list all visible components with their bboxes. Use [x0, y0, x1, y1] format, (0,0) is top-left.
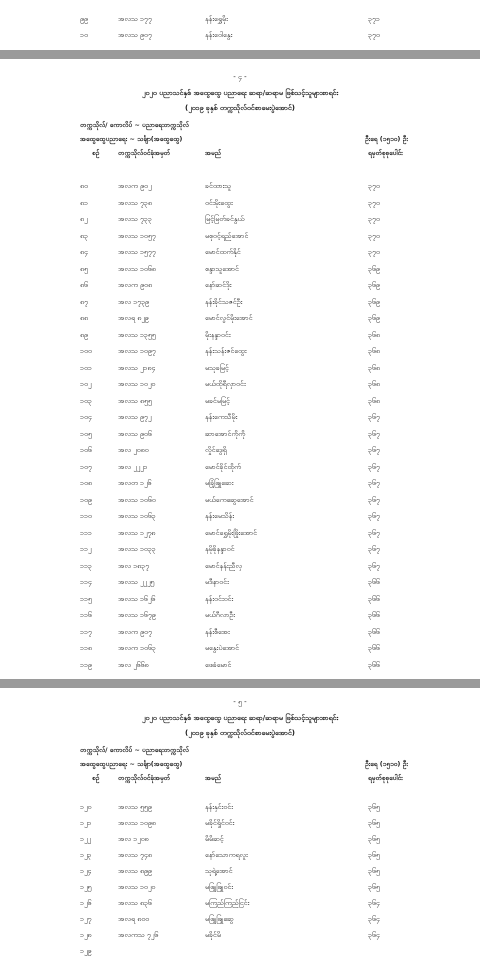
table-row [0, 394, 480, 408]
roll-number: အလသ ၂၂၂၅ [118, 578, 155, 586]
roll-number: အလသ ၅၅၉ [118, 803, 152, 811]
table-row [0, 0, 480, 10]
student-name: မသုခမြင့် [205, 363, 229, 372]
table-row [0, 229, 480, 243]
student-name: နန်းကေသီမိုး [205, 413, 238, 421]
document-page-1 [0, 0, 480, 50]
page-subtitle: (၂၀၁၉ ခုနှစ် တက္ကသိုလ်ဝင်စာမေးပွဲအောင်) [185, 104, 295, 112]
student-name: မယ်ကေဆွေအောင် [205, 495, 254, 504]
student-name: မောင်လွင်မိုးအောင် [205, 314, 253, 322]
col-header-no: စဉ် [92, 149, 100, 157]
total-score: ၃၆၇ [368, 446, 380, 454]
page-title: ၂၀၂၀ ပညာသင်နှစ် အထွေထွေ ပညာရေး ဆရာ/ဆရာမ ဖြစ်သင့်သူများစာရင်း [141, 89, 339, 97]
student-name: နန်းသန်းဇင်ထွေး [205, 347, 247, 355]
roll-number: အလသ ၈၅၅ [118, 396, 152, 405]
row-number: ၈၁ [80, 198, 88, 207]
total-score: ၃၆၉ [368, 314, 380, 322]
row-number: ၁၀၅ [80, 429, 92, 438]
row-number: ၁၀၁ [80, 363, 92, 372]
col-header-name: အမည် [205, 149, 221, 157]
document-page-3 [0, 688, 480, 960]
total-score: ၃၆၆ [368, 578, 380, 586]
table-row [0, 641, 480, 655]
row-number: ၁၂၈ [80, 931, 92, 939]
table-row [0, 443, 480, 457]
table-row [0, 542, 480, 556]
roll-number: အလသ ၁၀၃၃ [118, 545, 156, 553]
table-row [0, 212, 480, 226]
table-row [0, 896, 480, 910]
roll-number: အလသ ၁၀၆၀ [118, 495, 156, 504]
student-name: နန်းဝင်းဝင်း [205, 594, 234, 603]
student-name: မခိုင်မိ [205, 931, 221, 939]
page-number: - ၄ - [233, 73, 247, 81]
page-subtitle: (၂၀၁၉ ခုနှစ် တက္ကသိုလ်ဝင်စာမေးပွဲအောင်) [185, 729, 295, 737]
roll-number: အလ ၂၀၈၀ [118, 446, 149, 454]
student-name: မယ်ဂီလာဦး [205, 611, 235, 619]
roll-number: အလသ ၁၆၇၉ [118, 611, 156, 619]
roll-number: အလသ ၁၀၆၈ [118, 264, 156, 273]
roll-number: အလသ ၁၃၅၅ [118, 330, 156, 339]
student-name: မြင့်မြတ်ခင်နွယ် [205, 215, 245, 223]
table-row [0, 179, 480, 193]
col-header-score: ရမှတ်စုစုပေါင်း [368, 774, 403, 782]
table-row [0, 377, 480, 391]
roll-number: အလသ ၇၄၈ [118, 851, 152, 859]
student-name: သုရဲ့အောင် [205, 867, 233, 875]
row-number: ၈၄ [80, 248, 88, 256]
roll-number: အလသ ၁၆၂၆ [118, 594, 156, 603]
total-score: ၃၆၇ [368, 413, 380, 421]
table-row [0, 608, 480, 622]
total-score: ၃၆၈ [368, 380, 380, 388]
student-name: မနွေးပဲအောင် [205, 644, 240, 652]
row-number: ၈၉ [80, 330, 88, 339]
total-score: ၃၆၉ [368, 264, 380, 273]
total-score: ၃၆၄ [368, 899, 380, 907]
roll-number: အလတ ၁၂၆ [118, 479, 152, 487]
roll-number: အလသ ၁၀၉၈ [118, 819, 156, 827]
roll-number: အလက ၉၀၇ [118, 627, 152, 636]
total-score: ၃၆၇ [368, 495, 380, 504]
table-row [0, 575, 480, 589]
row-number: ၁၂၉ [80, 947, 92, 955]
total-score: ၃၆၈ [368, 330, 380, 339]
row-number: ၁၂၄ [80, 867, 92, 875]
student-name: မခြုံဖြူဆေး [205, 479, 234, 487]
student-name: နန်းရွှေမိုး [205, 15, 228, 23]
total-score: ၃၆၉ [368, 281, 380, 289]
table-row [0, 526, 480, 540]
roll-number: အလသ ၇၃၃ [118, 215, 152, 223]
student-name: မယ်ထိုရီလှာဝင်း [205, 380, 246, 388]
table-row [0, 848, 480, 862]
table-row [0, 28, 480, 42]
roll-number: အလသ ၁၇၇ [118, 15, 152, 23]
roll-number: အလသ ၁၀၂၀ [118, 380, 156, 388]
total-score: ၃၆၆ [368, 594, 380, 603]
total-score: ၃၇၀ [368, 231, 380, 240]
row-number: ၁၁၇ [80, 627, 92, 636]
table-row [0, 864, 480, 878]
table-row [0, 311, 480, 325]
table-row [0, 460, 480, 474]
table-row [0, 658, 480, 672]
student-name: ခင်ထားသူ [205, 182, 232, 190]
table-row [0, 361, 480, 375]
row-number: ၁၀၄ [80, 413, 92, 421]
roll-number: အလရ ၈၂၉ [118, 314, 149, 322]
quota-label: ဦးရေ (၁၅၁၀) ဦး [365, 135, 408, 143]
row-number: ၈၅ [80, 264, 88, 273]
roll-number: အလ ၁၂၀၈ [118, 835, 149, 843]
table-row [0, 245, 480, 259]
row-number: ၁၀၂ [80, 380, 92, 388]
total-score: ၃၆၇ [368, 545, 380, 553]
table-row [0, 509, 480, 523]
table-row [0, 493, 480, 507]
row-number: ၈၀ [80, 182, 88, 190]
table-row [0, 328, 480, 342]
student-name: မိမိဆင့် [205, 835, 224, 843]
university-label: တက္ကသိုလ်/ ကောလိပ် ~ ပညာရေးတက္ကသိုလ် [80, 121, 189, 129]
col-header-no: စဉ် [92, 774, 100, 782]
student-name: မောင်ထက်နိုင် [205, 248, 241, 256]
total-score: ၃၇၁ [368, 15, 380, 23]
row-number: ၁၂၅ [80, 883, 92, 891]
total-score: ၃၇၀ [368, 215, 380, 223]
row-number: ၁၁၉ [80, 660, 92, 669]
student-name: မခိုင်ရှိုင်ဝင်း [205, 819, 235, 827]
row-number: ၈၂ [80, 215, 88, 223]
student-name: မောင်ခိုင်ထိုက် [205, 462, 241, 471]
student-name: မိုးနန္ဒာဝင်း [205, 330, 231, 339]
total-score: ၃၆၄ [368, 931, 380, 939]
total-score: ၃၆၈ [368, 396, 380, 405]
student-name: နော်သောကရလူး [205, 851, 248, 859]
total-score: ၃၆၈ [368, 347, 380, 355]
total-score: ၃၆၉ [368, 297, 380, 306]
table-row [0, 295, 480, 309]
table-row [0, 832, 480, 846]
roll-number: အလသ ၁၅၇၇ [118, 248, 156, 256]
total-score: ၃၆၅ [368, 835, 380, 843]
roll-number: အလက ၉၀၂ [118, 182, 152, 190]
row-number: ၈၇ [80, 297, 88, 306]
table-row [0, 262, 480, 276]
row-number: ၁၁၁ [80, 528, 92, 537]
table-row [0, 800, 480, 814]
total-score: ၃၆၇ [368, 512, 380, 520]
table-row [0, 476, 480, 490]
total-score: ၃၇၀ [368, 198, 380, 207]
row-number: ၁၁၂ [80, 545, 92, 553]
roll-number: အလက ၉၀၈ [118, 281, 152, 289]
roll-number: အလသ ၉၀၆ [118, 429, 152, 438]
row-number: ၁၀၉ [80, 495, 92, 504]
row-number: ၁၀၆ [80, 446, 92, 454]
table-row [0, 196, 480, 210]
total-score: ၃၆၆ [368, 660, 380, 669]
col-header-name: အမည် [205, 774, 221, 782]
roll-number: အလသ ၁၀၂၀ [118, 883, 156, 891]
total-score: ၃၆၅ [368, 819, 380, 827]
row-number: ၁၂၂ [80, 835, 91, 843]
document-page-2 [0, 59, 480, 679]
table-row [0, 410, 480, 424]
student-name: မကြည်ကြည်ငြင်း [205, 899, 250, 907]
total-score: ၃၆၇ [368, 462, 380, 471]
page-title: ၂၀၂၀ ပညာသင်နှစ် အထွေထွေ ပညာရေး ဆရာ/ဆရာမ ဖြစ်သင့်သူများစာရင်း [141, 714, 339, 722]
table-row [0, 912, 480, 926]
total-score: ၃၇၀ [368, 31, 380, 39]
table-row [0, 880, 480, 894]
table-row [0, 625, 480, 639]
roll-number: အလသ ၈၉၉ [118, 867, 152, 875]
row-number: ၁၁၆ [80, 611, 92, 619]
student-name: မောင်ရွှေမိုးဖြိုးအောင် [205, 528, 257, 537]
student-name: နန်းဝေါနွေး [205, 31, 233, 39]
total-score: ၃၆၇ [368, 429, 380, 438]
total-score: ၃၆၅ [368, 803, 380, 811]
student-name: မဖြူဖြူဆွေ [205, 915, 234, 923]
student-name: ဝင်းမိုးထွေး [205, 198, 233, 207]
roll-number: အလက ၁၀၆၃ [118, 644, 156, 652]
subject-label: အထွေထွေပညာရေး ~ သင်္ချာ(အထွေထွေ) [80, 760, 183, 768]
roll-number: အလရ ၈၀၀ [118, 915, 150, 923]
total-score: ၃၆၅ [368, 867, 380, 875]
total-score: ၃၆၆ [368, 627, 380, 636]
row-number: ၁၀၈ [80, 479, 92, 487]
col-header-score: ရမှတ်စုစုပေါင်း [368, 149, 403, 157]
row-number: ၁၀၇ [80, 462, 92, 471]
row-number: ၁၂၁ [80, 819, 92, 827]
student-name: နော်ဆင်ဒိုး [205, 281, 232, 289]
roll-number: အလသ ၁၀၅၇ [118, 231, 156, 240]
total-score: ၃၆၇ [368, 528, 380, 537]
total-score: ၃၇၀ [368, 182, 380, 190]
university-label: တက္ကသိုလ်/ ကောလိပ် ~ ပညာရေးတက္ကသိုလ် [80, 746, 189, 754]
total-score: ၃၆၄ [368, 915, 380, 923]
table-row [0, 816, 480, 830]
student-name: မစုဝင့်ရည်အောင် [205, 231, 249, 240]
total-score: ၃၆၅ [368, 851, 380, 859]
student-name: နမိုခိုနန္ဒာဝင် [205, 545, 235, 553]
roll-number: အလသ ၈၃၆ [118, 899, 152, 907]
table-row [0, 944, 480, 958]
roll-number: အလသ ၁၀၆၃ [118, 512, 156, 520]
table-row [0, 344, 480, 358]
table-row [0, 278, 480, 292]
page-number: - ၅ - [233, 698, 247, 706]
roll-number: အလ ၂၆၆၈ [118, 660, 149, 669]
roll-number: အလသ ၂၁၈၄ [118, 363, 156, 372]
student-name: ဆာအောင်ကိုကို [205, 429, 246, 438]
row-number: ၁၁၃ [80, 561, 92, 570]
roll-number: အလသ ၉၀၇ [118, 31, 152, 39]
student-name: မောင်နန်းညီလှ [205, 561, 242, 570]
student-name: နန်းမေသိန်း [205, 512, 234, 520]
subject-label: အထွေထွေပညာရေး ~ သင်္ချာ(အထွေထွေ) [80, 135, 183, 143]
quota-label: ဦးရေ (၁၅၁၀) ဦး [365, 760, 408, 768]
roll-number: အလ ၁၈၃၇ [118, 561, 150, 570]
row-number: ၁၂၆ [80, 899, 92, 907]
total-score: ၃၆၆ [368, 644, 380, 652]
row-number: ၁၁၀ [80, 512, 92, 520]
student-name: ဖေခံမောင် [205, 660, 232, 669]
roll-number: အလ ၂၂၂၁ [118, 462, 148, 471]
table-row [0, 427, 480, 441]
roll-number: အလသ ၁၀၉၇ [118, 347, 156, 355]
roll-number: အလသ ၉၇၂ [118, 413, 152, 421]
row-number: ၁၂၇ [80, 915, 92, 923]
roll-number: အလကသ ၇၂၆ [118, 931, 159, 939]
student-name: မခင်မမြင့် [205, 396, 230, 405]
total-score: ၃၇၀ [368, 248, 380, 256]
total-score: ၃၆၇ [368, 561, 380, 570]
row-number: ၁၀၀ [80, 347, 92, 355]
student-name: လှိုင်ဒွေရှိ [205, 446, 227, 454]
row-number: ၁၁၄ [80, 578, 92, 586]
row-number: ၁၁၅ [80, 594, 92, 603]
row-number: ၁၀၃ [80, 396, 92, 405]
row-number: ၁၂၃ [80, 851, 92, 859]
total-score: ၃၆၇ [368, 479, 380, 487]
student-name: မဒီနာဝင်း [205, 578, 229, 586]
student-name: နန်းနှင်းဝင်း [205, 803, 233, 811]
table-row [0, 592, 480, 606]
row-number: ၈၈ [80, 314, 88, 322]
row-number: ၁၂၀ [80, 803, 92, 811]
roll-number: အလသ ၇၃၈ [118, 198, 152, 207]
table-row [0, 12, 480, 26]
col-header-roll: တက္ကသိုလ်ဝင်ခုံအမှတ် [118, 149, 170, 157]
student-name: နန်းစီအေး [205, 627, 230, 636]
roll-number: အလ ၁၇၃၉ [118, 297, 149, 306]
table-row [0, 559, 480, 573]
roll-number: အလသ ၁၂၇၈ [118, 528, 156, 537]
table-row [0, 928, 480, 942]
student-name: နန်းခိုင်သဇင်ဦး [205, 297, 243, 306]
total-score: ၃၆၅ [368, 883, 380, 891]
student-name: မဖြူဖြူဝင်း [205, 883, 233, 891]
row-number: ၁၁၈ [80, 644, 92, 652]
row-number: ၈၆ [80, 281, 88, 289]
total-score: ၃၆၈ [368, 363, 380, 372]
total-score: ၃၆၆ [368, 611, 380, 619]
student-name: စန္ဒာသူအောင် [205, 264, 239, 273]
col-header-roll: တက္ကသိုလ်ဝင်ခုံအမှတ် [118, 774, 170, 782]
row-number: ၁၀ [80, 31, 88, 39]
row-number: ၈၃ [80, 231, 88, 240]
row-number: ၉၉ [80, 15, 88, 23]
